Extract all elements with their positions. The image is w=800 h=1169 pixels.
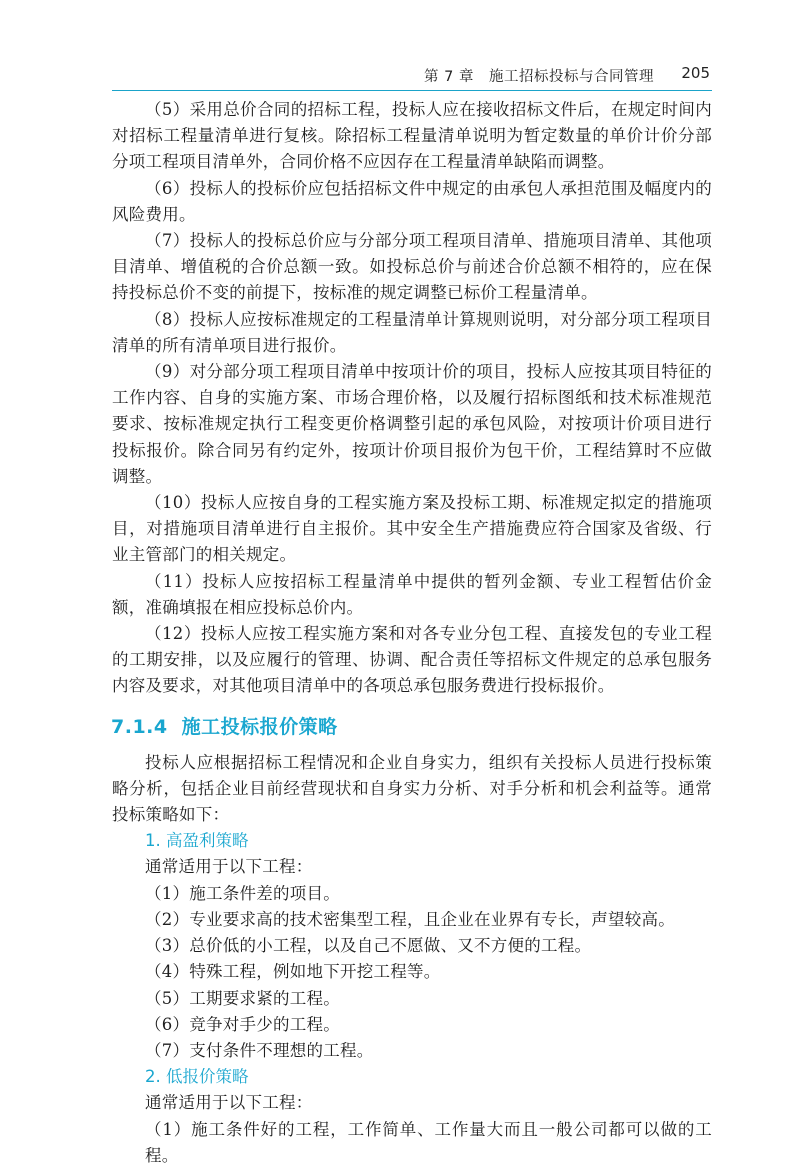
list-item: （2）专业要求高的技术密集型工程，且企业在业界有专长，声望较高。: [145, 909, 675, 929]
strategy-intro: 投标人应根据招标工程情况和企业自身实力，组织有关投标人员进行投标策略分析，包括企业目前经营现状和自身实力分析、对手分析和机会利益等。通常投标策略如下：: [112, 752, 712, 825]
low-price-lead: 通常适用于以下工程：: [145, 1093, 313, 1113]
paragraph-7: （7）投标人的投标总价应与分部分项工程项目清单、措施项目清单、其他项目清单、增值税的合价总额一致。如投标总价与前述合价总额不相符的，应在保持投标总价不变的前提下，按标准的规定调整已标价工程量清单。: [112, 231, 712, 303]
list-item: （1）施工条件好的工程，工作简单、工作量大而且一般公司都可以做的工程。: [145, 1119, 712, 1165]
section-heading: [111, 712, 712, 742]
high-profit-lead: 通常适用于以下工程：: [145, 857, 313, 877]
list-item: （7）支付条件不理想的工程。: [145, 1040, 374, 1060]
running-header: [112, 62, 712, 91]
chapter-title: 第 7 章 施工招标投标与合同管理: [424, 69, 654, 85]
section-number: 7.1.4: [111, 715, 168, 738]
paragraph-11: （11）投标人应按招标工程量清单中提供的暂列金额、专业工程暂估价金额，准确填报在相应投标总价内。: [112, 571, 712, 617]
paragraph-5: （5）采用总价合同的招标工程，投标人应在接收招标文件后，在规定时间内对招标工程量清单进行复核。除招标工程量清单说明为暂定数量的单价计价分部分项工程项目清单外，合同价格不应因存在工程量清单缺陷而调整。: [112, 100, 712, 172]
section-title: 施工投标报价策略: [181, 715, 338, 738]
page-body: [112, 97, 712, 1169]
list-item: （1）施工条件差的项目。: [145, 883, 340, 903]
low-price-heading: 2. 低报价策略: [145, 1067, 249, 1087]
paragraph-8: （8）投标人应按标准规定的工程量清单计算规则说明，对分部分项工程项目清单的所有清单项目进行报价。: [112, 309, 712, 355]
paragraph-12: （12）投标人应按工程实施方案和对各专业分包工程、直接发包的专业工程的工期安排，以及应履行的管理、协调、配合责任等招标文件规定的总承包服务内容及要求，对其他项目清单中的各项总承包服务费进行投标报价。: [112, 624, 712, 696]
list-item: （3）总价低的小工程，以及自己不愿做、又不方便的工程。: [145, 936, 592, 956]
high-profit-heading: 1. 高盈利策略: [145, 831, 249, 851]
list-item: （6）竞争对手少的工程。: [145, 1014, 340, 1034]
page-number: 205: [681, 64, 710, 82]
list-item: （4）特殊工程，例如地下开挖工程等。: [145, 962, 441, 982]
list-item: （5）工期要求紧的工程。: [145, 988, 340, 1008]
paragraph-10: （10）投标人应按自身的工程实施方案及投标工期、标准规定拟定的措施项目，对措施项目清单进行自主报价。其中安全生产措施费应符合国家及省级、行业主管部门的相关规定。: [112, 493, 712, 565]
paragraph-9: （9）对分部分项工程项目清单中按项计价的项目，投标人应按其项目特征的工作内容、自身的实施方案、市场合理价格，以及履行招标图纸和技术标准规范要求、按标准规定执行工程变更价格调整引起的承包风险，对按项计价项目进行投标报价。除合同另有约定外，按项计价项目报价为包干价，工程结算时不应做调整。: [112, 362, 712, 486]
paragraph-6: （6）投标人的投标价应包括招标文件中规定的由承包人承担范围及幅度内的风险费用。: [112, 178, 712, 224]
